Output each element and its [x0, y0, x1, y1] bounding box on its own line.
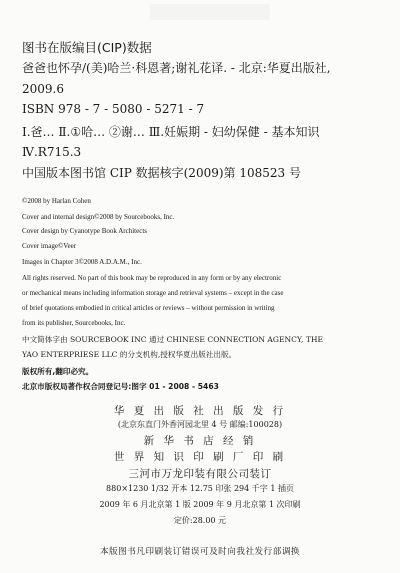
bleed-through-text [150, 4, 270, 20]
rights-paragraph-line: or mechanical means including information storage and retrieval systems – except in the case [22, 289, 284, 297]
printer: 世 界 知 识 印 刷 厂 印 刷 [113, 451, 287, 463]
copyright-line: Cover and internal design©2008 by Sourcebooks, Inc. [22, 213, 175, 221]
publisher-address: (北京东直门外香河园北里 4 号 邮编:100028) [117, 420, 283, 429]
cip-line: 爸爸也怀孕/(美)哈兰·科恩著;谢礼花译. - 北京:华夏出版社, [22, 61, 331, 75]
edition-printing: 2009 年 6 月北京第 1 版 2009 年 9 月北京第 1 次印刷 [99, 500, 301, 509]
footer-notice: 本版图书凡印刷装订错误可及时向我社发行部调换 [99, 547, 301, 557]
copyright-contract-number: 北京市版权局著作权合同登记号:图字 01 - 2008 - 5463 [22, 382, 219, 391]
copyright-line: Cover design by Cyanotype Book Architects [22, 227, 148, 235]
book-format: 880×1230 1/32 开本 12.75 印张 294 千字 1 插页 [106, 484, 294, 493]
cip-data-number: 中国版本图书馆 CIP 数据核字(2009)第 108523 号 [22, 166, 301, 180]
rights-paragraph-line: All rights reserved. No part of this book may be reproduced in any form or by any electronic [22, 274, 282, 282]
cip-line: 2009.6 [22, 82, 64, 96]
cip-isbn: ISBN 978 - 7 - 5080 - 5271 - 7 [22, 102, 205, 116]
copyright-line: ©2008 by Harlan Cohen [22, 197, 91, 205]
cip-title: 图书在版编目(CIP)数据 [22, 40, 152, 55]
rights-reserved: 版权所有,翻印必究。 [22, 367, 94, 376]
license-line: YAO ENTERPRIESE LLC 的分支机构,授权华夏出版社出版。 [22, 350, 237, 359]
cip-classification-number: Ⅳ.R715.3 [22, 145, 82, 159]
license-line: 中文简体字由 SOURCEBOOK INC 通过 CHINESE CONNECTION AGENCY, THE [22, 335, 324, 344]
copyright-line: Images in Chapter 3©2008 A.D.A.M., Inc. [22, 258, 142, 266]
cip-classification: Ⅰ.爸… Ⅱ.①哈… ②谢… Ⅲ.妊娠期 - 妇幼保健 - 基本知识 [22, 125, 320, 139]
rights-paragraph-line: from its publisher, Sourcebooks, Inc. [22, 319, 126, 327]
distributor: 新 华 书 店 经 销 [143, 435, 257, 447]
publisher-name: 华 夏 出 版 社 出 版 发 行 [113, 405, 287, 417]
price: 定价:28.00 元 [173, 516, 227, 525]
rights-paragraph-line: of brief quotations embodied in critical articles or reviews – without permission in writing [22, 304, 275, 312]
binder: 三河市万龙印装有限公司装订 [128, 468, 272, 480]
copyright-line: Cover image©Veer [22, 242, 77, 250]
